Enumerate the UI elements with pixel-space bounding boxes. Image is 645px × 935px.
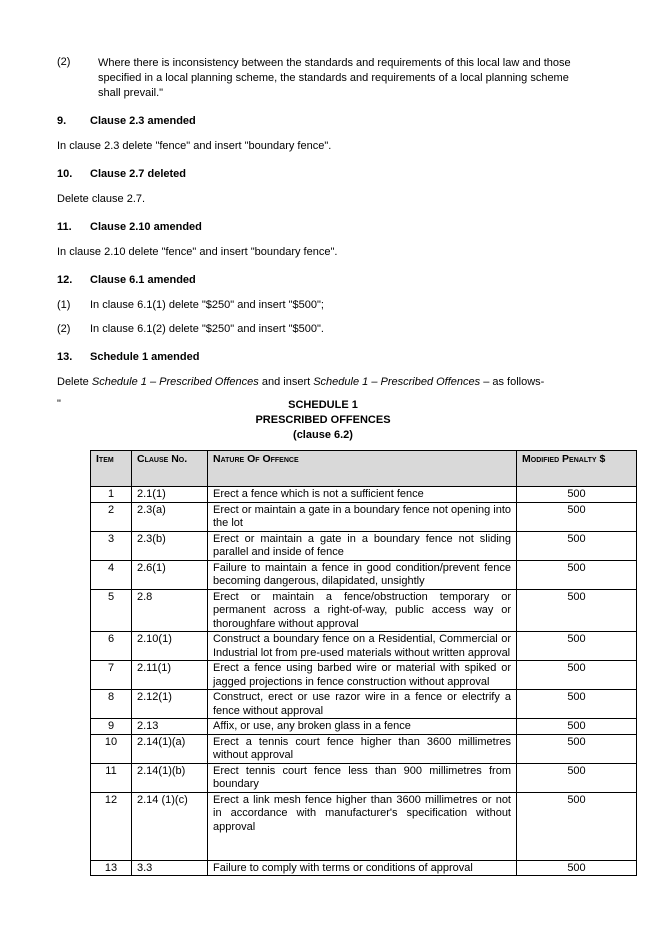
section-body: In clause 2.10 delete "fence" and insert "boundary fence". [57,246,338,258]
cell-nature: Affix, or use, any broken glass in a fence [208,719,517,735]
cell-nature: Construct a boundary fence on a Residential, Commercial or Industrial lot from pre-used materials without written approval [208,632,517,661]
table-row [91,734,637,763]
section-body [57,375,544,389]
table-row [91,560,637,589]
cell-penalty: 500 [517,763,637,792]
schedule-title: SCHEDULE 1 [288,399,358,411]
cell-nature: Erect a tennis court fence higher than 3600 millimetres without approval [208,734,517,763]
cell-clause: 2.14 (1)(c) [132,792,208,860]
table-row [91,502,637,531]
schedule-reference: Schedule 1 – Prescribed Offences [313,376,481,388]
opening-quote: " [57,398,61,410]
table-row [91,531,637,560]
clause-number: (2) [57,56,71,68]
cell-nature: Failure to comply with terms or conditions of approval [208,860,517,876]
header-item: Item [91,451,132,487]
table-header-row [91,451,637,487]
section-number: 12. [57,274,73,286]
section-number: 11. [57,221,72,233]
subclause-number: (2) [57,323,71,335]
cell-clause: 2.12(1) [132,690,208,719]
table-row [91,589,637,632]
section-body: Delete clause 2.7. [57,193,146,205]
cell-clause: 2.14(1)(a) [132,734,208,763]
cell-clause: 2.13 [132,719,208,735]
cell-clause: 2.6(1) [132,560,208,589]
table-row [91,763,637,792]
cell-penalty: 500 [517,792,637,860]
schedule-subtitle: PRESCRIBED OFFENCES [255,414,391,426]
body-text: – as follows- [480,376,545,388]
cell-clause: 2.3(b) [132,531,208,560]
cell-item: 10 [91,734,132,763]
cell-penalty: 500 [517,502,637,531]
subclause-text: In clause 6.1(2) delete "$250" and insert "$500". [90,323,324,335]
cell-penalty: 500 [517,531,637,560]
header-nature: Nature Of Offence [208,451,517,487]
cell-penalty: 500 [517,632,637,661]
cell-nature: Erect or maintain a gate in a boundary fence not sliding parallel and inside of fence [208,531,517,560]
section-body: In clause 2.3 delete "fence" and insert "boundary fence". [57,140,332,152]
cell-item: 2 [91,502,132,531]
offences-table [90,450,637,876]
cell-penalty: 500 [517,690,637,719]
cell-nature: Erect a fence using barbed wire or material with spiked or jagged projections in fence construction without approval [208,661,517,690]
cell-item: 9 [91,719,132,735]
cell-penalty: 500 [517,661,637,690]
section-title: Clause 2.7 deleted [90,168,186,180]
cell-nature: Erect or maintain a fence/obstruction temporary or permanent across a right-of-way, public access way or thoroughfare without approval [208,589,517,632]
body-text: and insert [258,376,314,388]
section-number: 9. [57,115,67,127]
cell-item: 5 [91,589,132,632]
section-title: Clause 6.1 amended [90,274,196,286]
cell-nature: Construct, erect or use razor wire in a fence or electrify a fence without approval [208,690,517,719]
cell-clause: 2.3(a) [132,502,208,531]
schedule-reference: Schedule 1 – Prescribed Offences [91,376,259,388]
cell-clause: 2.11(1) [132,661,208,690]
cell-penalty: 500 [517,589,637,632]
cell-penalty: 500 [517,734,637,763]
cell-penalty: 500 [517,487,637,503]
cell-item: 3 [91,531,132,560]
cell-item: 11 [91,763,132,792]
cell-clause: 2.8 [132,589,208,632]
table-row [91,487,637,503]
table-row [91,690,637,719]
cell-penalty: 500 [517,560,637,589]
cell-nature: Erect or maintain a gate in a boundary fence not opening into the lot [208,502,517,531]
body-text: Delete [57,376,92,388]
cell-clause: 3.3 [132,860,208,876]
clause-text: Where there is inconsistency between the standards and requirements of this local law and those specified in a local planning scheme, the standards and requirements of a local planning scheme shall prevail." [98,57,571,99]
cell-item: 6 [91,632,132,661]
section-title: Schedule 1 amended [90,351,200,363]
cell-clause: 2.1(1) [132,487,208,503]
cell-nature: Erect tennis court fence less than 900 millimetres from boundary [208,763,517,792]
table-row [91,632,637,661]
section-number: 13. [57,351,73,363]
cell-nature: Erect a link mesh fence higher than 3600 millimetres or not in accordance with manufacturer's specification without approval [208,792,517,860]
cell-item: 4 [91,560,132,589]
cell-item: 8 [91,690,132,719]
section-number: 10. [57,168,73,180]
cell-nature: Erect a fence which is not a sufficient fence [208,487,517,503]
cell-penalty: 500 [517,860,637,876]
schedule-clause-ref: (clause 6.2) [293,429,353,441]
section-title: Clause 2.3 amended [90,115,196,127]
subclause-text: In clause 6.1(1) delete "$250" and insert "$500"; [90,299,324,311]
cell-item: 12 [91,792,132,860]
section-title: Clause 2.10 amended [90,221,202,233]
table-row [91,792,637,860]
table-row [91,661,637,690]
cell-clause: 2.10(1) [132,632,208,661]
cell-item: 1 [91,487,132,503]
subclause-number: (1) [57,299,71,311]
cell-nature: Failure to maintain a fence in good condition/prevent fence becoming dangerous, dilapidated, unsightly [208,560,517,589]
table-row [91,860,637,876]
cell-item: 13 [91,860,132,876]
cell-clause: 2.14(1)(b) [132,763,208,792]
header-clause: Clause No. [132,451,208,487]
header-penalty: Modified Penalty $ [517,451,637,487]
table-row [91,719,637,735]
cell-penalty: 500 [517,719,637,735]
cell-item: 7 [91,661,132,690]
